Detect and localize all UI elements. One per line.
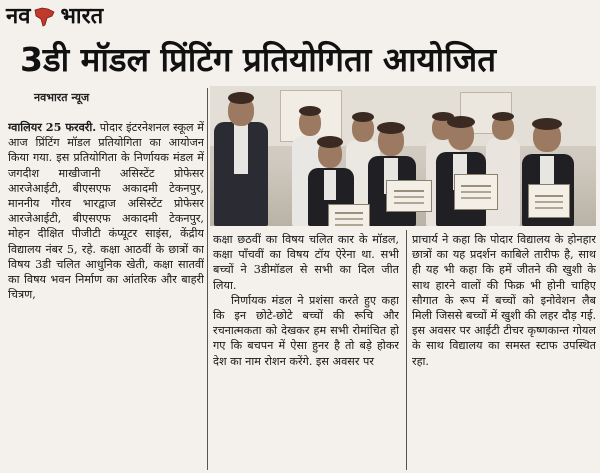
article-column-2 [213, 232, 399, 470]
byline: नवभारत न्यूज [34, 91, 90, 104]
masthead-right: भारत [60, 4, 104, 29]
column1-text: पोदार इंटरनेशनल स्कूल में आज प्रिंटिंग मॉडल प्रतियोगिता का आयोजन किया गया. इस प्रतियोगिता के निर्णायक मंडल में जगदीश माखीजानी असिस्टेंट प्रोफेसर आरजेआईटी, बीएसएफ अकादमी टेकनपुर, माननीय गौरव भारद्वाज असिस्टेंट प्रोफेसर आरजेआईटी, बीएसएफ अकादमी टेकनपुर, मोहन दीक्षित पीजीटी कंप्यूटर साइंस, केंद्रीय विद्यालय नंबर 5, रहे. कक्षा आठवीं के छात्रों का विषय 3डी चलित आधुनिक खेती, कक्षा सातवीं का विषय भवन निर्माण का आंतरिक और बाहरी चित्रण, [8, 121, 204, 302]
headline: 3डी मॉडल प्रिंटिंग प्रतियोगिता आयोजित [20, 40, 497, 79]
group-photo-students-with-certificates [210, 86, 596, 226]
map-of-india-icon [32, 6, 58, 28]
column-divider [406, 230, 407, 470]
masthead-left: नव [6, 4, 31, 29]
column2-para1: कक्षा छठवीं का विषय चलित कार के मॉडल, कक्षा पाँचवीं का विषय टॉय ऐरेना था. सभी बच्चों ने 3डीमॉडल से सभी का दिल जीत लिया. [213, 233, 399, 292]
dateline: ग्वालियर 25 फरवरी. [8, 120, 97, 134]
column3-text: प्राचार्य ने कहा कि पोदार विद्यालय के होनहार छात्रों का यह प्रदर्शन काबिले तारीफ है, साथ ही यह भी कहा कि हमें जीतने की खुशी के साथ हारने वालों की फिक्र भी होनी चाहिए सौगात के रूप में बच्चों को इनोवेशन लैब मिली जिससे बच्चों में खुशी की लहर दौड़ गई. इस अवसर पर आईटी टीचर कृष्णकान्त गोयल के साथ विद्यालय का समस्त स्टाफ उपस्थित रहा. [412, 233, 596, 368]
column2-para2: निर्णायक मंडल ने प्रशंसा करते हुए कहा कि इन छोटे-छोटे बच्चों की रूचि और रचनात्मकता को देखकर हम सभी रोमांचित हो गए कि बचपन में ऐसा हुनर है तो बड़े होकर देश का नाम रोशन करेंगे. इस अवसर पर [213, 293, 399, 368]
article-column-3 [412, 232, 596, 470]
masthead [6, 4, 103, 30]
column-divider [207, 88, 208, 470]
article-column-1 [8, 120, 204, 470]
